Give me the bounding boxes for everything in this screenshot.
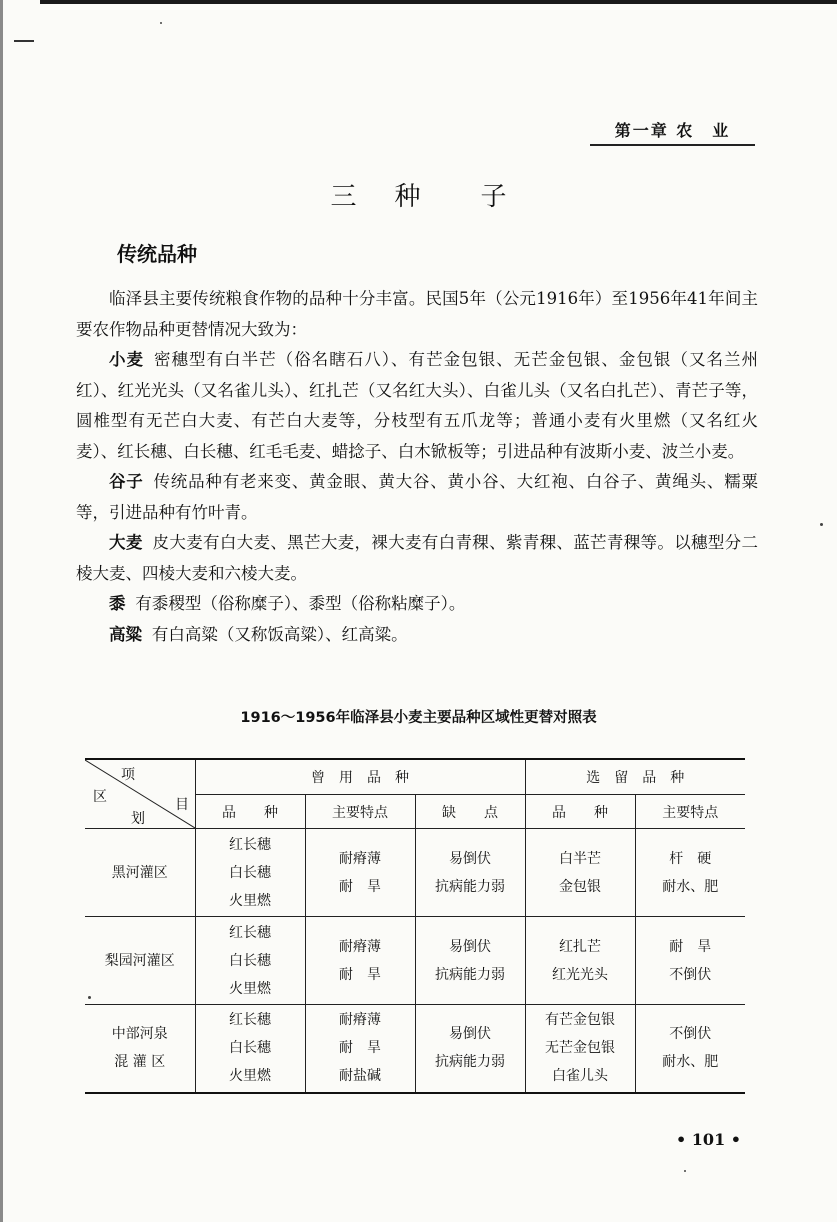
used-variety-cell: 红长穗 白长穗 火里燃 (195, 917, 305, 1005)
corner-label-division: 划 (131, 811, 145, 827)
paragraph-text: 有黍稷型（俗称糜子）、黍型（俗称粘糜子）。 (135, 594, 466, 613)
scan-speck (160, 22, 162, 24)
selected-variety-cell: 白半芒 金包银 (525, 829, 635, 917)
subheader-cell: 品 种 (195, 795, 305, 829)
group-header-used: 曾 用 品 种 (195, 759, 525, 795)
chapter-header: 第一章 农 业 (590, 118, 755, 146)
scan-speck (820, 523, 823, 526)
group-header-selected: 选 留 品 种 (525, 759, 745, 795)
crop-keyword: 大麦 (109, 533, 143, 552)
paragraph-text: 临泽县主要传统粮食作物的品种十分丰富。民国5年（公元1916年）至1956年41年间主要农作物品种更替情况大致为： (76, 289, 758, 339)
region-cell: 黑河灌区 (85, 829, 195, 917)
section-title-char: 三 (330, 182, 357, 212)
table-row (85, 829, 745, 917)
section-title-char: 子 (480, 182, 507, 212)
feature-cell: 耐瘠薄 耐 旱 (305, 917, 415, 1005)
selected-feature-cell: 耐 旱 不倒伏 (635, 917, 745, 1005)
variety-table (85, 758, 745, 1094)
paragraph (76, 528, 758, 589)
selected-variety-cell: 红扎芒 红光光头 (525, 917, 635, 1005)
corner-label-district: 区 (93, 789, 107, 805)
paragraph (76, 345, 758, 467)
paragraph-text: 皮大麦有白大麦、黑芒大麦，裸大麦有白青稞、紫青稞、蓝芒青稞等。以穗型分二棱大麦、四棱大麦和六棱大麦。 (76, 533, 759, 583)
subheader-cell: 主要特点 (635, 795, 745, 829)
paragraph (76, 284, 758, 345)
region-cell: 梨园河灌区 (85, 917, 195, 1005)
selected-variety-cell: 有芒金包银 无芒金包银 白雀儿头 (525, 1005, 635, 1093)
defect-cell: 易倒伏 抗病能力弱 (415, 829, 525, 917)
selected-feature-cell: 杆 硬 耐水、肥 (635, 829, 745, 917)
defect-cell: 易倒伏 抗病能力弱 (415, 1005, 525, 1093)
corner-label-target: 目 (175, 797, 189, 813)
table-row (85, 917, 745, 1005)
paragraph-text: 传统品种有老来变、黄金眼、黄大谷、黄小谷、大红袍、白谷子、黄绳头、糯粟等，引进品种有竹叶青。 (76, 472, 759, 522)
table-row (85, 1005, 745, 1093)
feature-cell: 耐瘠薄 耐 旱 (305, 829, 415, 917)
paragraph (76, 467, 758, 528)
subheader-cell: 主要特点 (305, 795, 415, 829)
table-header-row (85, 759, 745, 795)
defect-cell: 易倒伏 抗病能力弱 (415, 917, 525, 1005)
used-variety-cell: 红长穗 白长穗 火里燃 (195, 1005, 305, 1093)
paragraph (76, 589, 758, 620)
subheader-cell: 品 种 (525, 795, 635, 829)
section-title-char: 种 (394, 182, 421, 212)
corner-label-item: 项 (121, 767, 135, 783)
region-cell: 中部河泉 混 灌 区 (85, 1005, 195, 1093)
scan-speck (684, 1170, 686, 1172)
selected-feature-cell: 不倒伏 耐水、肥 (635, 1005, 745, 1093)
crop-keyword: 黍 (109, 594, 126, 613)
crop-keyword: 小麦 (109, 350, 145, 369)
feature-cell: 耐瘠薄 耐 旱 耐盐碱 (305, 1005, 415, 1093)
margin-mark (14, 40, 34, 42)
paragraph-text: 密穗型有白半芒（俗名瞎石八）、有芒金包银、无芒金包银、金包银（又名兰州红）、红光光头（又名雀儿头）、红扎芒（又名红大头）、白雀儿头（又名白扎芒）、青芒子等，圆椎型有无芒白大麦、有芒白大麦等，分枝型有五爪龙等；普通小麦有火里燃（又名红火麦）、红长穗、白长穗、红毛毛麦、蜡捻子、白木锨板等；引进品种有波斯小麦、波兰小麦。 (76, 350, 759, 461)
top-rule (40, 0, 837, 4)
subheading: 传统品种 (117, 242, 197, 266)
crop-keyword: 高粱 (109, 624, 142, 644)
corner-cell (85, 759, 195, 829)
table-caption: 1916～1956年临泽县小麦主要品种区域性更替对照表 (240, 710, 597, 726)
scan-speck (88, 996, 91, 999)
page-number: • 101 • (676, 1130, 741, 1149)
section-title (0, 176, 837, 213)
subheader-cell: 缺 点 (415, 795, 525, 829)
paragraph (76, 620, 758, 651)
body-text (76, 284, 758, 650)
used-variety-cell: 红长穗 白长穗 火里燃 (195, 829, 305, 917)
paragraph-text: 有白高粱（又称饭高粱）、红高粱。 (151, 624, 408, 644)
crop-keyword: 谷子 (109, 472, 144, 491)
